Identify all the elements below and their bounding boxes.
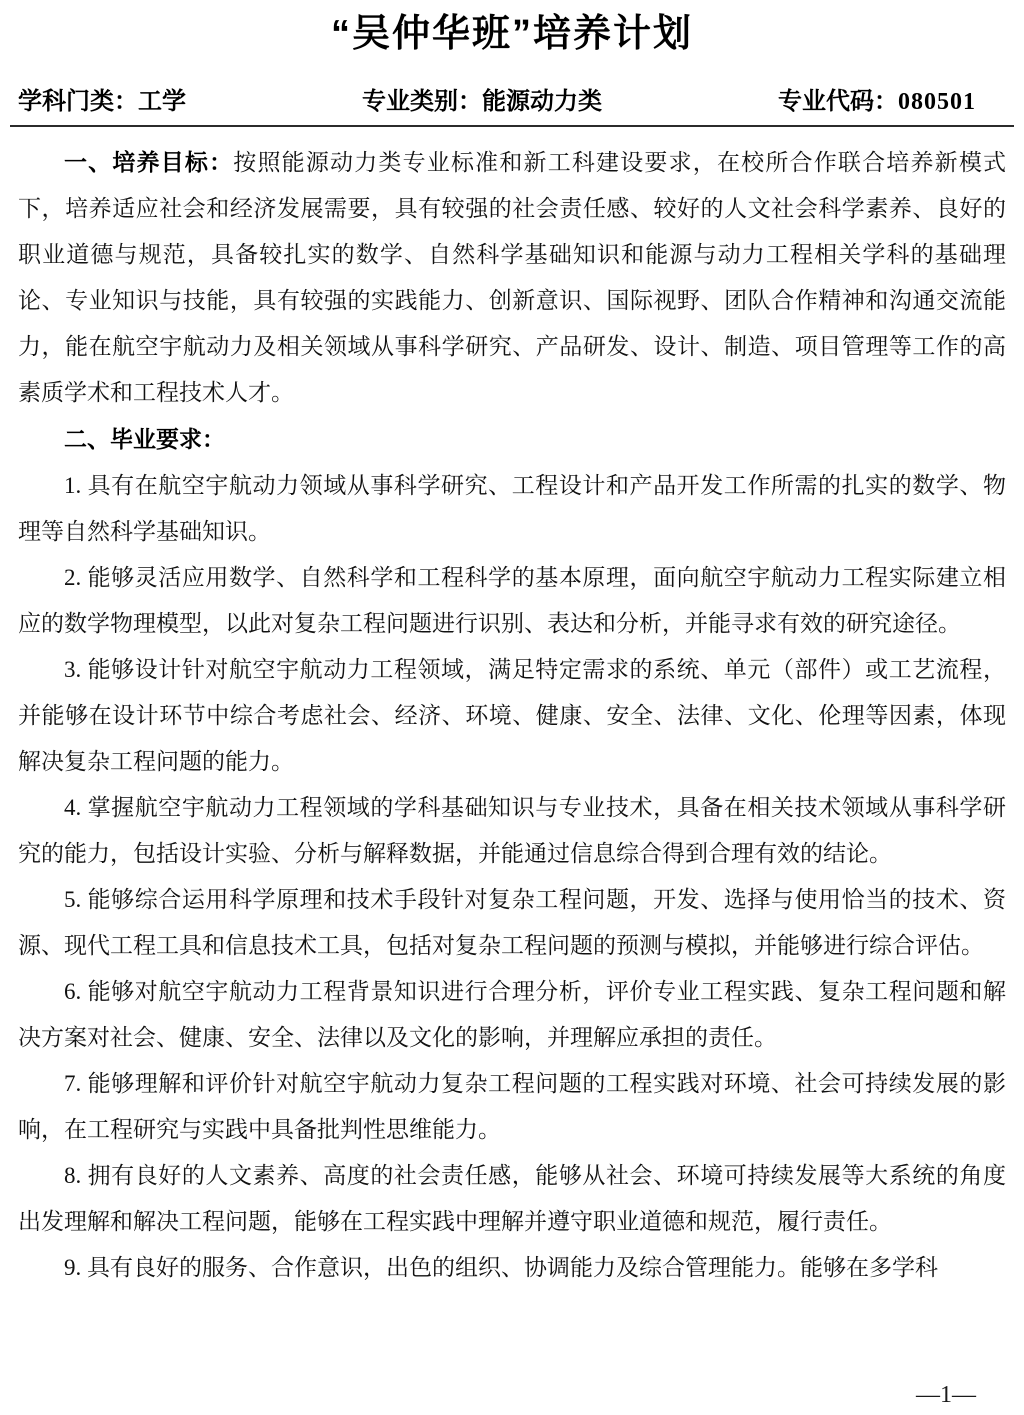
training-objective-heading: 一、培养目标： — [64, 149, 234, 175]
requirement-item-2: 2. 能够灵活应用数学、自然科学和工程科学的基本原理，面向航空宇航动力工程实际建立相应的数学物理模型，以此对复杂工程问题进行识别、表达和分析，并能寻求有效的研究途径。 — [18, 565, 1006, 636]
requirement-item-8: 8. 拥有良好的人文素养、高度的社会责任感，能够从社会、环境可持续发展等大系统的角度出发理解和解决工程问题，能够在工程实践中理解并遵守职业道德和规范，履行责任。 — [18, 1163, 1006, 1234]
category-label: 专业类别： — [362, 88, 482, 115]
training-objective-text: 按照能源动力类专业标准和新工科建设要求，在校所合作联合培养新模式下，培养适应社会和经济发展需要，具有较强的社会责任感、较好的人文社会科学素养、良好的职业道德与规范，具备较扎实的数学、自然科学基础知识和能源与动力工程相关学科的基础理论、专业知识与技能，具有较强的实践能力、创新意识、国际视野、团队合作精神和沟通交流能力，能在航空宇航动力及相关领域从事科学研究、产品研发、设计、制造、项目管理等工作的高素质学术和工程技术人才。 — [18, 150, 1007, 405]
requirement-item-5: 5. 能够综合运用科学原理和技术手段针对复杂工程问题，开发、选择与使用恰当的技术、资源、现代工程工具和信息技术工具，包括对复杂工程问题的预测与模拟，并能够进行综合评估。 — [18, 887, 1006, 958]
discipline-label: 学科门类： — [18, 88, 138, 115]
graduation-requirements-heading-line — [18, 416, 1006, 463]
meta-category — [362, 88, 602, 116]
requirement-item-6: 6. 能够对航空宇航动力工程背景知识进行合理分析，评价专业工程实践、复杂工程问题和解决方案对社会、健康、安全、法律以及文化的影响，并理解应承担的责任。 — [18, 979, 1006, 1050]
meta-header-row — [18, 88, 1006, 116]
requirement-item-7: 7. 能够理解和评价针对航空宇航动力复杂工程问题的工程实践对环境、社会可持续发展的影响，在工程研究与实践中具备批判性思维能力。 — [18, 1071, 1006, 1142]
meta-discipline — [18, 88, 186, 116]
page-number: —1— — [916, 1382, 976, 1408]
training-objective-paragraph — [18, 139, 1006, 416]
requirement-item-1: 1. 具有在航空宇航动力领域从事科学研究、工程设计和产品开发工作所需的扎实的数学、物理等自然科学基础知识。 — [18, 473, 1006, 544]
header-divider — [10, 125, 1014, 127]
meta-code — [778, 88, 976, 116]
discipline-value: 工学 — [138, 88, 186, 115]
graduation-requirements-heading: 二、毕业要求： — [64, 426, 225, 452]
requirement-item-9: 9. 具有良好的服务、合作意识，出色的组织、协调能力及综合管理能力。能够在多学科 — [64, 1255, 938, 1280]
document-body — [18, 139, 1006, 1291]
code-value: 080501 — [898, 89, 976, 115]
requirement-item-3: 3. 能够设计针对航空宇航动力工程领域，满足特定需求的系统、单元（部件）或工艺流程，并能够在设计环节中综合考虑社会、经济、环境、健康、安全、法律、文化、伦理等因素，体现解决复杂工程问题的能力。 — [18, 657, 1006, 774]
code-label: 专业代码： — [778, 88, 898, 115]
category-value: 能源动力类 — [482, 88, 602, 115]
requirement-item-4: 4. 掌握航空宇航动力工程领域的学科基础知识与专业技术，具备在相关技术领域从事科学研究的能力，包括设计实验、分析与解释数据，并能通过信息综合得到合理有效的结论。 — [18, 795, 1006, 866]
page-title: “吴仲华班”培养计划 — [330, 13, 693, 55]
